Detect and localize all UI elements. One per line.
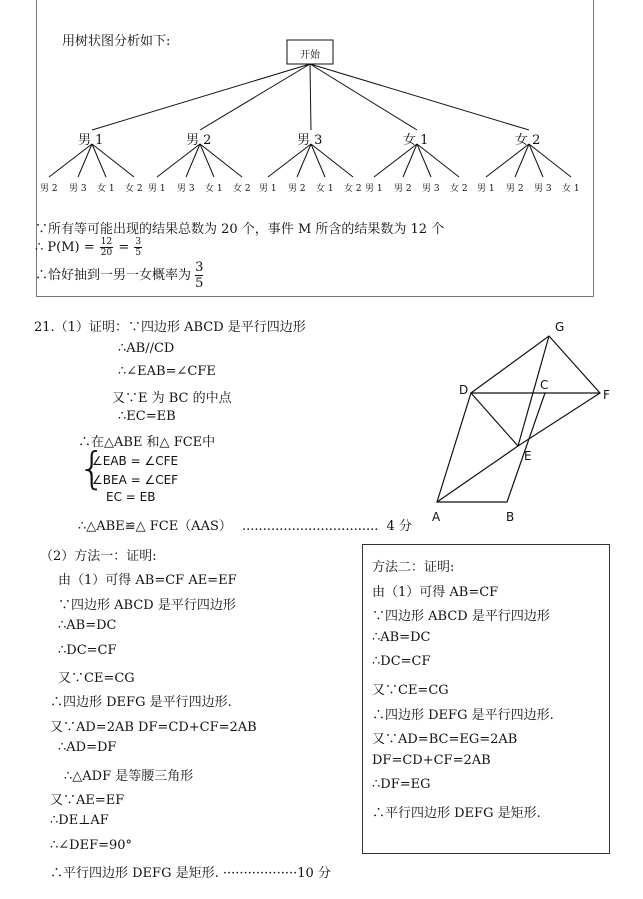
leaf-node: 男 2	[288, 184, 306, 194]
label-b: B	[506, 510, 515, 524]
leaf-node: 女 1	[562, 184, 580, 194]
method2-line: DF=CD+CF=2AB	[372, 752, 491, 768]
frac-num: 3	[135, 237, 142, 247]
method1-line: ∴DE⊥AF	[50, 813, 109, 829]
leaf-node: 男 2	[40, 184, 58, 194]
system-eq2: ∠BEA = ∠CEF	[92, 473, 179, 487]
label-e: E	[524, 449, 532, 463]
method2-line: 又∵CE=CG	[372, 683, 449, 698]
method2-line: ∴AB=DC	[372, 629, 431, 645]
leaf-node: 男 1	[365, 184, 383, 194]
leaf-node: 男 3	[177, 184, 195, 194]
conclusion-prefix: ∴恰好抽到一男一女概率为	[35, 268, 192, 283]
leaf-node: 男 3	[534, 184, 552, 194]
frac-den: 5	[195, 276, 204, 291]
proof1-line1: 21.（1）证明：∵四边形 ABCD 是平行四边形	[34, 320, 306, 335]
probability-prefix: ∴ P(M) =	[35, 240, 95, 255]
system-brace: {	[78, 443, 106, 494]
system-eq3: EC = EB	[106, 490, 156, 504]
frac-den: 20	[100, 248, 113, 258]
leaf-node: 男 2	[506, 184, 524, 194]
branch-node: 男 3	[297, 133, 323, 148]
method2-line: ∴DF=EG	[372, 777, 431, 793]
label-a: A	[432, 510, 441, 524]
method1-line: 又∵CE=CG	[58, 671, 135, 686]
system-eq1: ∠EAB = ∠CFE	[92, 454, 179, 468]
method2-line: ∴平行四边形 DEFG 是矩形.	[372, 806, 541, 821]
leaf-node: 女 2	[344, 184, 362, 194]
frac-num: 3	[195, 260, 204, 275]
method1-line: ∴△ADF 是等腰三角形	[64, 768, 194, 784]
method1-line: 又∵AE=EF	[50, 793, 125, 808]
label-g: G	[555, 320, 565, 334]
method1-line: ∴平行四边形 DEFG 是矩形. ··················10 分	[50, 866, 331, 882]
branch-node: 女 1	[403, 133, 429, 148]
total-outcomes-line: ∵所有等可能出现的结果总数为 20 个，事件 M 所含的结果数为 12 个	[35, 222, 445, 237]
tree-intro: 用树状图分析如下:	[62, 34, 171, 49]
leaf-node: 男 1	[477, 184, 495, 194]
leaf-node: 女 1	[205, 184, 223, 194]
method2-line: 方法二：证明:	[372, 560, 455, 575]
method1-line: ∴AB=DC	[58, 618, 117, 634]
label-d: D	[459, 383, 469, 397]
frac-num: 12	[100, 237, 113, 247]
leaf-node: 男 2	[394, 184, 412, 194]
method1-line: ∴DC=CF	[58, 642, 117, 658]
method2-line: ∴DC=CF	[372, 654, 431, 670]
proof1-line5: ∴EC=EB	[118, 409, 176, 424]
frac-den: 5	[135, 248, 142, 258]
leaf-node: 女 2	[450, 184, 468, 194]
score-4: 4 分	[386, 519, 412, 534]
leaf-node: 女 1	[97, 184, 115, 194]
label-f: F	[603, 388, 610, 402]
branch-node: 女 2	[515, 133, 541, 148]
leaf-node: 女 2	[233, 184, 251, 194]
proof1-line6: ∴在△ABE 和△ FCE中	[78, 435, 216, 450]
root-node-label: 开始	[300, 50, 320, 61]
equals-sign: =	[118, 240, 130, 255]
leaf-node: 女 1	[316, 184, 334, 194]
proof1-line3: ∴∠EAB=∠CFE	[118, 364, 216, 379]
method1-line: ∴AD=DF	[58, 740, 117, 756]
method1-line: ∵四边形 ABCD 是平行四边形	[58, 597, 236, 613]
method1-line: （2）方法一：证明:	[40, 549, 157, 564]
method2-line: ∵四边形 ABCD 是平行四边形	[372, 609, 550, 625]
quad-degf	[471, 336, 600, 446]
method1-line: ∴四边形 DEFG 是平行四边形.	[50, 695, 232, 711]
method1-line: 由（1）可得 AB=CF AE=EF	[58, 573, 237, 589]
branch-node: 男 2	[186, 133, 212, 148]
leaf-node: 男 3	[422, 184, 440, 194]
branch-node: 男 1	[78, 133, 104, 148]
segment-ae	[437, 446, 518, 502]
congruence-statement: ∴△ABE≌△ FCE（AAS）	[78, 519, 232, 534]
proof1-line2: ∴AB//CD	[118, 341, 175, 356]
label-c: C	[540, 378, 549, 392]
method2-line: ∴四边形 DEFG 是平行四边形.	[372, 707, 554, 723]
method1-line: 又∵AD=2AB DF=CD+CF=2AB	[50, 719, 257, 735]
leaf-node: 女 2	[125, 184, 143, 194]
leaf-node: 男 1	[148, 184, 166, 194]
leader-dots: .................................	[242, 519, 379, 534]
method1-line: ∴∠DEF=90°	[50, 837, 133, 853]
proof1-line4: 又∵E 为 BC 的中点	[112, 391, 232, 406]
leaf-node: 男 3	[69, 184, 87, 194]
leaf-node: 男 1	[259, 184, 277, 194]
method2-line: 由（1）可得 AB=CF	[372, 584, 499, 600]
method2-line: 又∵AD=BC=EG=2AB	[372, 732, 518, 748]
